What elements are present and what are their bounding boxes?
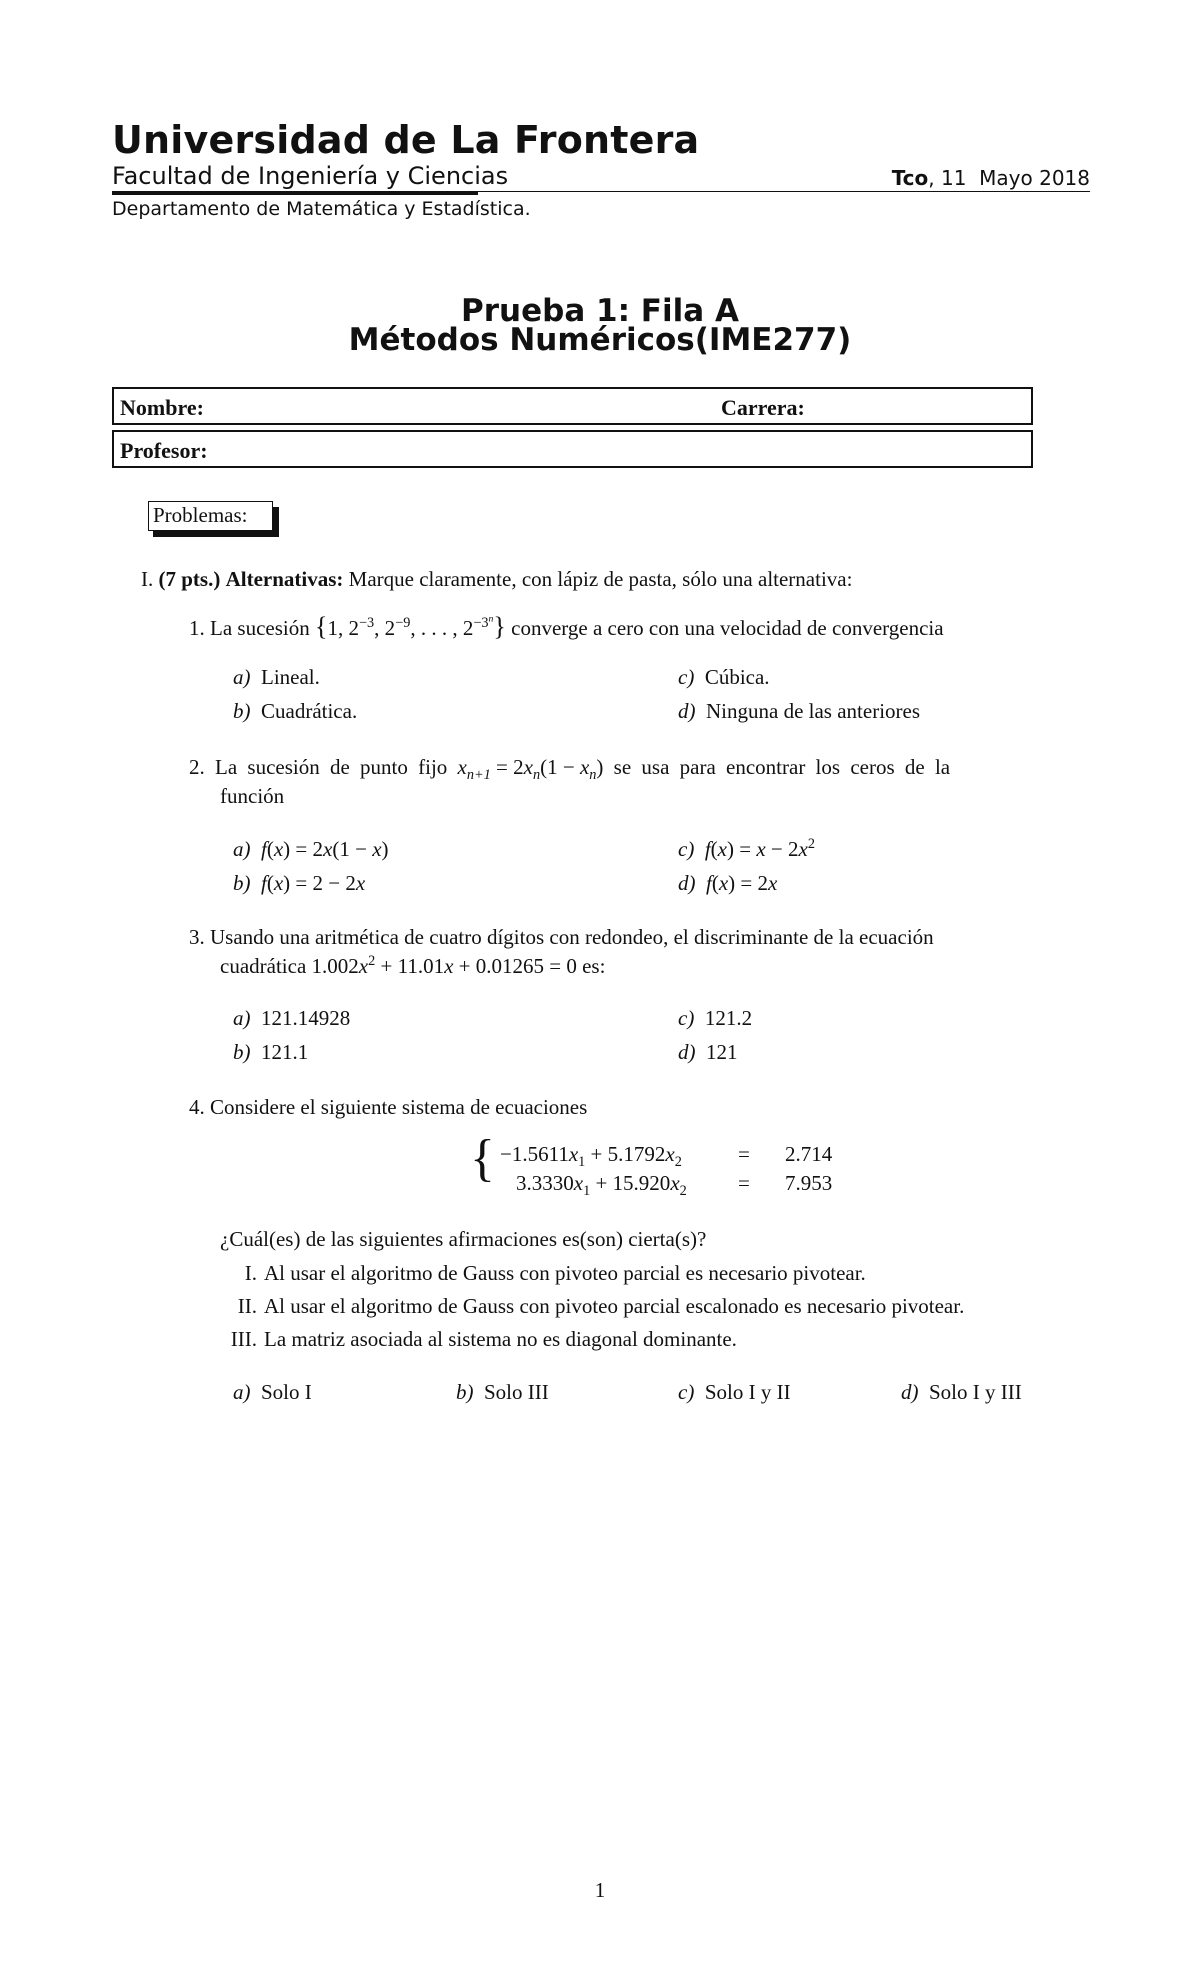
exam-place: Tco — [891, 166, 929, 190]
statement-number: I. — [244, 1261, 257, 1285]
option-letter: d) — [678, 699, 696, 723]
option-d — [678, 1040, 738, 1065]
section-number: I. — [141, 567, 154, 591]
question-4 — [189, 1095, 587, 1120]
system-brace: { — [470, 1130, 495, 1187]
section-heading-label: Alternativas: — [225, 567, 344, 591]
option-letter: c) — [678, 1380, 695, 1404]
page-number: 1 — [594, 1878, 606, 1902]
equation-2: $3.3330x_1 + 15.920x_2$ = 7.953 — [516, 1171, 833, 1200]
question-3 — [189, 925, 934, 950]
option-letter: c) — [678, 1006, 695, 1030]
option-b — [233, 871, 365, 896]
question-text: Considere el siguiente sistema de ecuaciones — [210, 1095, 588, 1119]
university-name: Universidad de La Frontera — [112, 118, 700, 162]
option-letter: a) — [233, 1380, 251, 1404]
option-text: Ninguna de las anteriores — [706, 699, 921, 723]
question-4-prompt: ¿Cuál(es) de las siguientes afirmaciones es(son) cierta(s)? — [220, 1227, 707, 1251]
professor-label: Profesor: — [120, 438, 208, 463]
option-c — [678, 665, 770, 690]
option-c — [678, 1006, 752, 1031]
question-text: La sucesión de punto fijo — [215, 755, 448, 779]
option-letter: b) — [233, 699, 251, 723]
option-text: 121 — [706, 1040, 738, 1064]
option-letter: c) — [678, 665, 695, 689]
option-b — [456, 1380, 549, 1405]
statement-text: Al usar el algoritmo de Gauss con pivoteo parcial escalonado es necesario pivotear. — [264, 1294, 965, 1318]
student-info-box — [112, 387, 1033, 425]
exam-title: Prueba 1: Fila A — [461, 293, 739, 329]
question-text: cuadrática — [220, 954, 307, 978]
option-formula: $f(x) = x - 2x^2$ — [704, 836, 815, 861]
option-text: 121.14928 — [261, 1006, 351, 1030]
option-text: Solo I y II — [704, 1380, 791, 1404]
option-text: Solo III — [484, 1380, 549, 1404]
department-name: Departamento de Matemática y Estadística. — [112, 198, 531, 220]
question-number: 2. — [189, 755, 205, 779]
option-letter: a) — [233, 837, 251, 861]
course-title: Métodos Numéricos(IME277) — [348, 322, 852, 358]
option-letter: c) — [678, 837, 695, 861]
career-label: Carrera: — [721, 395, 805, 420]
option-formula: f(x) = 2 − 2x — [261, 871, 366, 895]
exam-date-text: , 11 Mayo 2018 — [928, 166, 1090, 190]
section-instructions: Marque claramente, con lápiz de pasta, sólo una alternativa: — [348, 567, 853, 591]
option-letter: a) — [233, 665, 251, 689]
question-3-line2 — [220, 954, 605, 979]
option-letter: d) — [901, 1380, 919, 1404]
question-number: 4. — [189, 1095, 205, 1119]
option-text: Cuadrática. — [261, 699, 358, 723]
section-heading — [141, 567, 852, 592]
section-points: (7 pts.) — [158, 567, 221, 591]
question-1 — [189, 612, 944, 642]
quadratic-formula: $1.002x^2 + 11.01x + 0.01265 = 0$ — [311, 953, 577, 978]
statement-text: La matriz asociada al sistema no es diagonal dominante. — [264, 1327, 737, 1351]
question-text: Usando una aritmética de cuatro dígitos con redondeo, el discriminante de la ecuación — [210, 925, 934, 949]
option-letter: b) — [233, 1040, 251, 1064]
option-formula: f(x) = 2x — [706, 871, 778, 895]
option-d — [901, 1380, 1022, 1405]
statement-number: II. — [237, 1294, 257, 1318]
option-text: Solo I y III — [929, 1380, 1022, 1404]
option-letter: d) — [678, 871, 696, 895]
option-c — [678, 1380, 791, 1405]
question-text-cont: converge a cero con una velocidad de convergencia — [511, 616, 944, 640]
option-letter: b) — [456, 1380, 474, 1404]
option-text: 121.1 — [261, 1040, 309, 1064]
section-tag: Problemas: — [148, 501, 273, 531]
option-d — [678, 699, 920, 724]
option-letter: a) — [233, 1006, 251, 1030]
option-a — [233, 1006, 350, 1031]
option-d — [678, 871, 777, 896]
option-text: Solo I — [261, 1380, 312, 1404]
option-letter: b) — [233, 871, 251, 895]
option-b — [233, 1040, 308, 1065]
option-a — [233, 1380, 312, 1405]
sequence-formula: {1, $2^{-3}$, $2^{-9}$, . . . , $2^{-3^n}$} — [314, 612, 506, 641]
header-rule-thin — [112, 191, 1090, 192]
option-c — [678, 837, 815, 862]
option-text: Lineal. — [261, 665, 320, 689]
question-number: 3. — [189, 925, 205, 949]
question-text: La sucesión — [210, 616, 310, 640]
option-text: 121.2 — [704, 1006, 753, 1030]
option-a — [233, 665, 320, 690]
option-letter: d) — [678, 1040, 696, 1064]
question-number: 1. — [189, 616, 205, 640]
exam-date — [892, 166, 1090, 190]
option-b — [233, 699, 357, 724]
question-text-cont: se usa para encontrar los ceros de la — [613, 755, 951, 779]
question-2-line2: función — [220, 784, 285, 808]
fixed-point-formula: $x_{n+1} = 2x_n(1 - x_n)$ — [457, 755, 604, 784]
faculty-name: Facultad de Ingeniería y Ciencias — [112, 162, 509, 190]
option-text: Cúbica. — [704, 665, 770, 689]
statement-text: Al usar el algoritmo de Gauss con pivoteo parcial es necesario pivotear. — [264, 1261, 866, 1285]
statement-number: III. — [230, 1327, 257, 1351]
equation-1: $-1.5611x_1 + 5.1792x_2$ = 2.714 — [500, 1142, 833, 1171]
name-label: Nombre: — [120, 395, 204, 420]
professor-info-box — [112, 430, 1033, 468]
question-2 — [189, 755, 951, 784]
option-formula: f(x) = 2x(1 − x) — [261, 837, 389, 861]
question-text-cont: es: — [582, 954, 606, 978]
option-a — [233, 837, 389, 862]
